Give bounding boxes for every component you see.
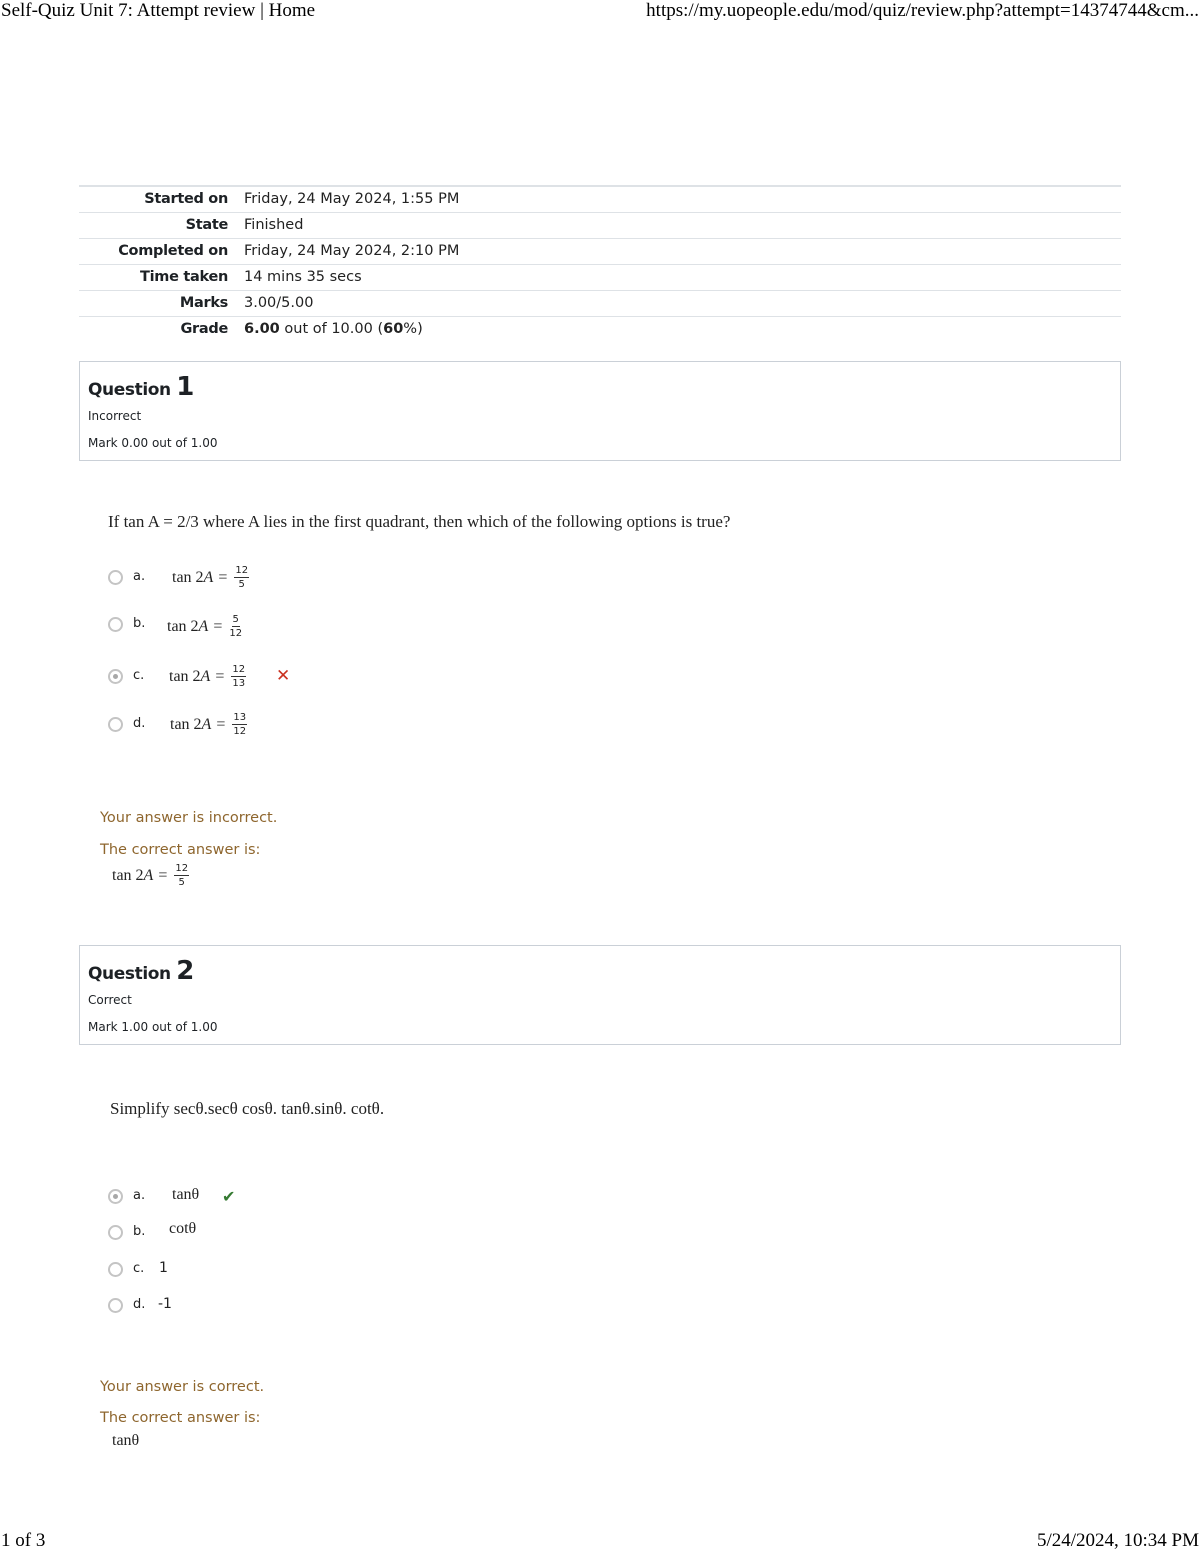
option-math: tan 2A = $\frac{12}{13}$ <box>169 664 246 689</box>
grade-score: 6.00 <box>244 321 280 337</box>
option-letter: a. <box>133 1188 146 1203</box>
correct-answer: tan 2A = $\frac{12}{5}$ <box>112 863 189 888</box>
question-text: If tan A = 2/3 where A lies in the first quadrant, then which of the following options is true? <box>108 512 731 531</box>
radio-button[interactable] <box>108 1298 123 1313</box>
correct-answer-label: The correct answer is: <box>100 1410 261 1426</box>
option-math: tan 2A = $\frac{12}{5}$ <box>172 565 249 590</box>
summary-row-completed <box>79 239 1121 265</box>
radio-button[interactable] <box>108 617 123 632</box>
grade-out-of: out of 10.00 ( <box>279 321 384 337</box>
question-title <box>88 956 194 986</box>
grade-end: %) <box>403 321 423 337</box>
summary-label: Completed on <box>118 243 228 259</box>
question-info-box <box>79 361 1121 461</box>
option-value: -1 <box>158 1296 172 1312</box>
attempt-summary-table <box>79 185 1121 342</box>
radio-button[interactable] <box>108 570 123 585</box>
summary-value: Friday, 24 May 2024, 1:55 PM <box>244 191 460 207</box>
page-number: 1 of 3 <box>1 1530 46 1551</box>
summary-value: 14 mins 35 secs <box>244 269 362 285</box>
option-letter: b. <box>133 616 146 631</box>
summary-label: Grade <box>180 321 228 337</box>
option-value: 1 <box>159 1260 168 1276</box>
option-value: cotθ <box>169 1220 197 1237</box>
question-number: 2 <box>176 956 194 986</box>
summary-label: State <box>185 217 228 233</box>
correct-answer-label: The correct answer is: <box>100 842 261 858</box>
print-datetime: 5/24/2024, 10:34 PM <box>1036 1530 1199 1551</box>
feedback-message: Your answer is correct. <box>100 1379 265 1395</box>
print-header <box>0 0 1200 26</box>
summary-label: Time taken <box>140 269 228 285</box>
summary-row-started <box>79 187 1121 213</box>
option-letter: b. <box>133 1224 146 1239</box>
question-title <box>88 372 194 402</box>
question-title-prefix: Question <box>88 380 177 400</box>
correct-answer: tanθ <box>112 1432 140 1449</box>
cross-icon: ✕ <box>276 666 291 686</box>
summary-label: Marks <box>179 295 228 311</box>
question-state: Incorrect <box>88 409 142 423</box>
feedback-message: Your answer is incorrect. <box>100 810 278 826</box>
check-icon: ✔ <box>222 1187 236 1206</box>
print-footer <box>0 1530 1200 1556</box>
option-letter: d. <box>133 1297 146 1312</box>
option-math: tan 2A = $\frac{13}{12}$ <box>170 712 247 737</box>
option-letter: c. <box>133 1261 145 1276</box>
page-url[interactable]: https://my.uopeople.edu/mod/quiz/review.php?attempt=14374744&cm... <box>646 0 1199 21</box>
question-text: Simplify secθ.secθ cosθ. tanθ.sinθ. cotθ. <box>110 1099 385 1118</box>
option-letter: c. <box>133 668 145 683</box>
summary-value: 3.00/5.00 <box>244 295 314 311</box>
option-letter: a. <box>133 569 146 584</box>
summary-value: Finished <box>244 217 304 233</box>
question-info-box <box>79 945 1121 1045</box>
summary-value: Friday, 24 May 2024, 2:10 PM <box>244 243 460 259</box>
question-title-prefix: Question <box>88 964 177 984</box>
summary-row-grade <box>79 317 1121 342</box>
page-title: Self-Quiz Unit 7: Attempt review | Home <box>1 0 316 21</box>
radio-button[interactable] <box>108 717 123 732</box>
option-value: tanθ <box>172 1186 200 1203</box>
summary-value <box>244 317 423 342</box>
radio-button[interactable] <box>108 1262 123 1277</box>
option-math: tan 2A = $\frac{5}{12}$ <box>167 614 243 639</box>
question-number: 1 <box>176 372 194 402</box>
summary-row-time <box>79 265 1121 291</box>
radio-button[interactable] <box>108 1225 123 1240</box>
question-mark: Mark 0.00 out of 1.00 <box>88 436 218 450</box>
radio-button-selected[interactable] <box>108 669 123 684</box>
question-mark: Mark 1.00 out of 1.00 <box>88 1020 218 1034</box>
grade-percent: 60 <box>383 321 404 337</box>
question-state: Correct <box>88 993 132 1007</box>
summary-row-state <box>79 213 1121 239</box>
option-letter: d. <box>133 716 146 731</box>
summary-label: Started on <box>144 191 228 207</box>
radio-button-selected[interactable] <box>108 1189 123 1204</box>
summary-row-marks <box>79 291 1121 317</box>
